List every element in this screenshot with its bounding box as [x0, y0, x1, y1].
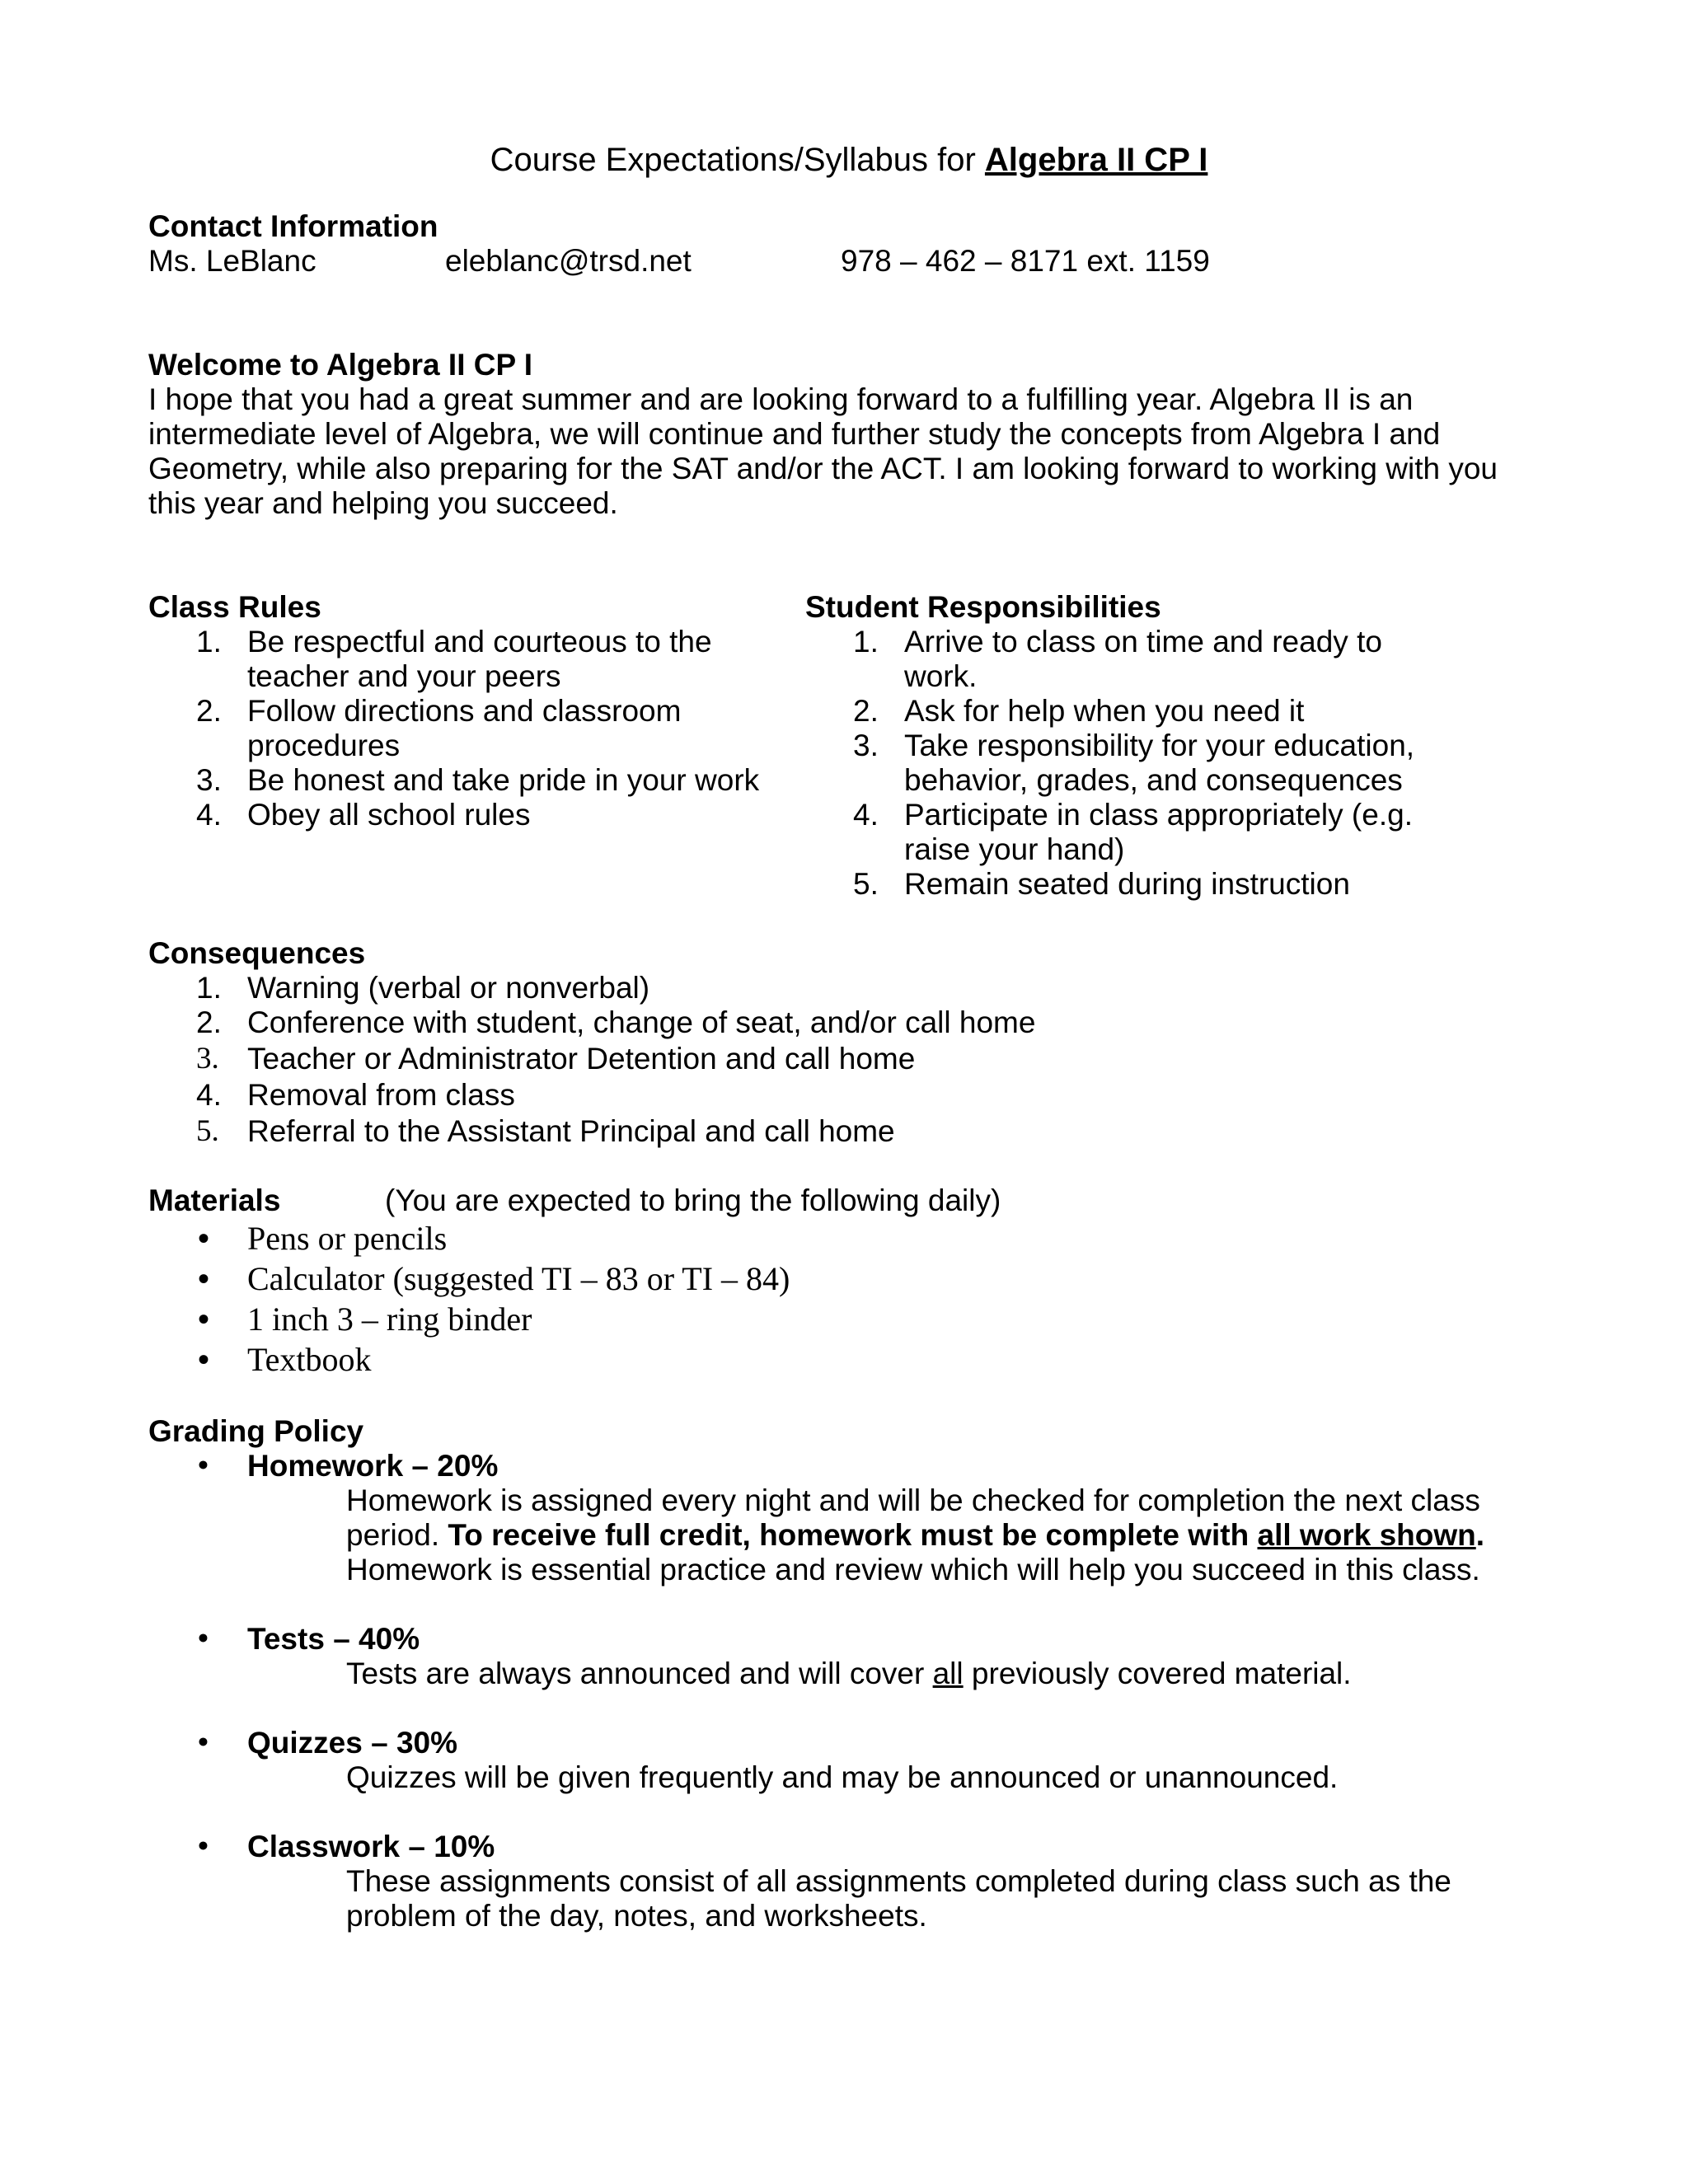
list-item: • 1 inch 3 – ring binder [198, 1301, 532, 1338]
welcome-heading: Welcome to Algebra II CP I [148, 348, 533, 382]
grading-item-name: Classwork – 10% [247, 1830, 495, 1863]
title-prefix: Course Expectations/Syllabus for [490, 142, 985, 178]
grading-heading: Grading Policy [148, 1414, 364, 1448]
tests-description: Tests are always announced and will cover all previously covered material. [346, 1657, 1352, 1690]
bullet-icon: • [198, 1260, 210, 1297]
materials-heading: Materials [148, 1183, 281, 1217]
list-item: 4. Participate in class appropriately (e.g. raise your hand) [853, 798, 1413, 866]
bullet-icon: • [198, 1341, 210, 1378]
materials-note: (You are expected to bring the following daily) [385, 1183, 1001, 1217]
bullet-icon: • [198, 1726, 209, 1760]
list-item: 5. Referral to the Assistant Principal and call home [196, 1114, 895, 1148]
welcome-paragraph [148, 382, 1550, 521]
grading-item-name: Tests – 40% [247, 1622, 420, 1656]
homework-description: Homework is assigned every night and will be checked for completion the next class period. To receive full credit, homework must be complete with all work shown. Homework is essential practice and review which will help you succeed in this class. [346, 1483, 1485, 1586]
grading-item-name: Quizzes – 30% [247, 1726, 458, 1760]
list-item: 1. Warning (verbal or nonverbal) [196, 971, 650, 1005]
teacher-email: eleblanc@trsd.net [445, 244, 692, 278]
list-item: 3. Teacher or Administrator Detention and call home [196, 1042, 916, 1076]
list-item: 1. Be respectful and courteous to the teacher and your peers [196, 625, 712, 693]
grading-quizzes [148, 1726, 1550, 1760]
list-item: 4. Obey all school rules [196, 798, 531, 832]
teacher-name: Ms. LeBlanc [148, 244, 316, 278]
consequences-list [148, 971, 1550, 1149]
quizzes-description: Quizzes will be given frequently and may be announced or unannounced. [346, 1760, 1339, 1794]
list-item: 3. Take responsibility for your education, behavior, grades, and consequences [853, 729, 1415, 797]
course-name: Algebra II CP I [984, 142, 1208, 178]
list-item: 4. Removal from class [196, 1078, 515, 1112]
list-item: 2. Follow directions and classroom procedures [196, 694, 682, 762]
student-responsibilities [805, 590, 1465, 902]
list-item: • Calculator (suggested TI – 83 or TI – 84) [198, 1260, 790, 1297]
contact-row [148, 244, 1550, 279]
grading-tests [148, 1622, 1550, 1657]
list-item: 5. Remain seated during instruction [853, 867, 1350, 901]
classwork-description: These assignments consist of all assignments completed during class such as the problem of the day, notes, and worksheets. [346, 1864, 1451, 1933]
grading-list [148, 1449, 1550, 1483]
list-item: 1. Arrive to class on time and ready to work. [853, 625, 1382, 693]
bullet-icon: • [198, 1830, 209, 1863]
welcome-line: intermediate level of Algebra, we will continue and further study the concepts from Algebra I and [148, 417, 1441, 451]
responsibilities-heading: Student Responsibilities [805, 590, 1161, 624]
list-item: 3. Be honest and take pride in your work [196, 763, 760, 797]
bullet-icon: • [198, 1449, 209, 1483]
materials-heading-row [148, 1183, 1550, 1218]
syllabus-page [148, 140, 1550, 1933]
grading-classwork [148, 1830, 1550, 1864]
list-item: • Textbook [198, 1341, 372, 1378]
welcome-line: this year and helping you succeed. [148, 486, 618, 520]
rules-responsibilities [148, 590, 1550, 936]
teacher-phone: 978 – 462 – 8171 ext. 1159 [841, 244, 1210, 278]
bullet-icon: • [198, 1622, 209, 1656]
grading-item-name: Homework – 20% [247, 1449, 499, 1483]
list-item: • Pens or pencils [198, 1220, 448, 1257]
page-title [148, 140, 1550, 180]
welcome-line: Geometry, while also preparing for the SAT and/or the ACT. I am looking forward to working with you [148, 452, 1498, 485]
class-rules-heading: Class Rules [148, 590, 321, 624]
bullet-icon: • [198, 1220, 210, 1257]
bullet-icon: • [198, 1301, 210, 1338]
grading-homework [148, 1449, 1550, 1483]
list-item: 2. Ask for help when you need it [853, 694, 1305, 728]
list-item: 2. Conference with student, change of seat, and/or call home [196, 1005, 1036, 1039]
welcome-line: I hope that you had a great summer and are looking forward to a fulfilling year. Algebra II is an [148, 382, 1414, 416]
class-rules [148, 590, 775, 832]
contact-heading: Contact Information [148, 209, 438, 243]
materials-list [148, 1218, 1550, 1380]
consequences-heading: Consequences [148, 936, 366, 970]
